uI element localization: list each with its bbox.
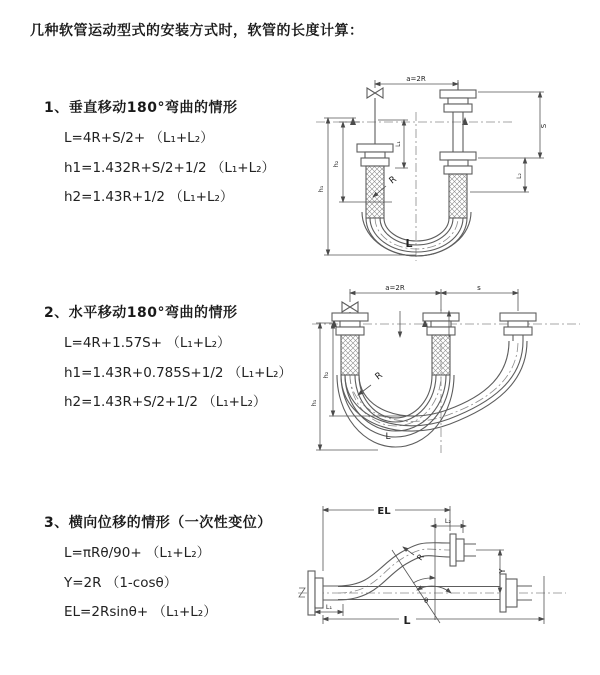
- section-1-heading: 1、垂直移动180°弯曲的情形: [44, 100, 238, 116]
- section-1: [44, 97, 275, 213]
- diagram-lateral-displacement: [294, 498, 598, 648]
- section-2: [44, 302, 292, 418]
- section-3-heading: 3、横向位移的情形（一次性变位）: [44, 515, 272, 531]
- formula-line: L=πRθ/90+ （L₁+L₂）: [64, 545, 211, 561]
- centerlines: [316, 112, 512, 261]
- formula-line: h2=1.43R+S/2+1/2 （L₁+L₂）: [64, 394, 267, 410]
- section-3: [44, 512, 272, 628]
- length-label: L: [405, 237, 413, 250]
- dim-label-h1: h₁: [317, 185, 325, 193]
- length-label: L: [385, 432, 391, 442]
- dim-label-s: s: [477, 284, 481, 292]
- braid-section: [341, 335, 359, 375]
- valve-icon: [367, 88, 383, 98]
- section-2-heading: 2、水平移动180°弯曲的情形: [44, 305, 238, 321]
- hose-drawing: [357, 82, 476, 256]
- dimension-lines: [324, 80, 544, 255]
- radius-label: R: [387, 174, 399, 187]
- formula-line: h1=1.432R+S/2+1/2 （L₁+L₂）: [64, 159, 276, 176]
- valve-icon: [342, 302, 358, 312]
- section-1-formulas: [64, 124, 275, 213]
- formula-line: h1=1.43R+0.785S+1/2 （L₁+L₂）: [64, 364, 292, 381]
- dim-label-l1: L₁: [395, 141, 402, 147]
- formula-line: L=4R+1.57S+ （L₁+L₂）: [64, 335, 231, 351]
- dim-label-l2: L₂: [516, 173, 523, 179]
- formula-line: Y=2R （1-cosθ）: [64, 574, 178, 591]
- hose-drawing: [299, 534, 532, 615]
- dim-label-el: EL: [377, 506, 391, 517]
- diagram-horizontal-180-bend: [308, 283, 593, 473]
- radius-label: R: [415, 552, 426, 563]
- braid-section: [432, 335, 450, 375]
- formula-line: L=4R+S/2+ （L₁+L₂）: [64, 130, 214, 146]
- centerline-break-mark: [299, 588, 305, 597]
- page-title: 几种软管运动型式的安装方式时，软管的长度计算：: [30, 23, 364, 39]
- dim-label-a2r: a=2R: [385, 284, 405, 292]
- diagram-vertical-180-bend: [312, 64, 597, 264]
- dim-label-a2r: a=2R: [406, 75, 426, 83]
- length-label: L: [403, 614, 411, 627]
- dim-label-l1: L₁: [325, 603, 333, 611]
- braid-section: [366, 166, 384, 218]
- braid-section: [449, 174, 467, 218]
- dim-label-y: Y: [498, 568, 507, 574]
- dim-label-l2: L₂: [444, 517, 452, 525]
- dim-label-h2: h₂: [332, 160, 340, 168]
- angle-label: θ: [424, 597, 429, 605]
- formula-line: EL=2Rsinθ+ （L₁+L₂）: [64, 604, 217, 620]
- section-3-formulas: [64, 539, 272, 628]
- formula-line: h2=1.43R+1/2 （L₁+L₂）: [64, 189, 234, 205]
- dim-label-s: S: [540, 123, 548, 129]
- dim-label-h1: h₁: [310, 399, 318, 407]
- radius-label: R: [373, 370, 385, 383]
- angle-construction: [392, 518, 451, 623]
- section-2-formulas: [64, 329, 292, 418]
- dim-label-h2: h₂: [322, 371, 330, 379]
